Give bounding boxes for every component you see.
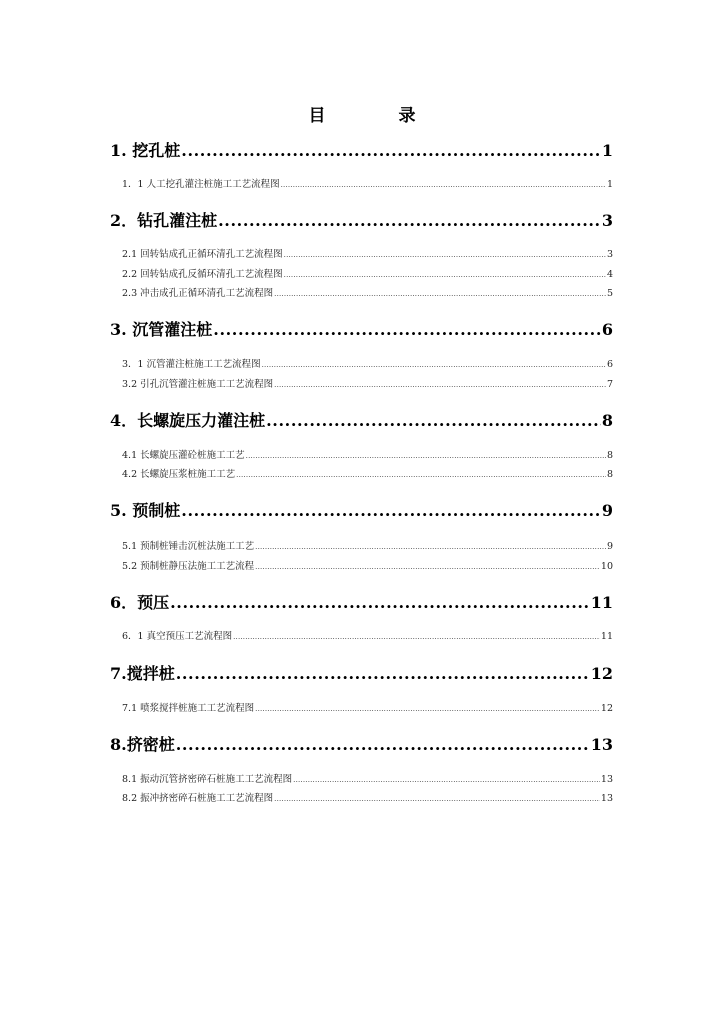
dot-leader (246, 452, 606, 460)
toc-entry-page: 9 (601, 501, 613, 520)
toc-entry-label: 2．钻孔灌注桩 (110, 211, 218, 230)
dot-leader (262, 361, 606, 369)
toc-entry-page: 12 (600, 703, 613, 714)
toc-entry-page: 13 (600, 774, 613, 785)
dot-leader (176, 735, 590, 754)
toc-entry-level2[interactable] (122, 628, 613, 642)
dot-leader (213, 320, 601, 339)
toc-entry-level2[interactable] (122, 356, 613, 370)
toc-entry-page: 3 (606, 249, 613, 260)
toc-entry-page: 1 (606, 179, 613, 190)
toc-entry-level1[interactable] (110, 138, 613, 161)
toc-entry-page: 3 (601, 211, 613, 230)
toc-entry-label: 3.2 引孔沉管灌注桩施工工艺流程图 (122, 379, 274, 390)
toc-entry-label: 7.搅拌桩 (110, 664, 175, 683)
dot-leader (284, 271, 606, 279)
toc-entry-label: 1．1 人工挖孔灌注桩施工工艺流程图 (122, 179, 280, 190)
dot-leader (281, 181, 606, 189)
toc-entry-page: 8 (606, 469, 613, 480)
toc-entry-level2[interactable] (122, 700, 613, 714)
dot-leader (274, 795, 600, 803)
toc-entry-level1[interactable] (110, 408, 613, 431)
toc-entry-label: 8.2 振冲挤密碎石桩施工工艺流程图 (122, 793, 274, 804)
toc-entry-page: 8 (606, 450, 613, 461)
toc-entry-label: 5.1 预制桩锤击沉桩法施工工艺 (122, 541, 255, 552)
toc-entry-level2[interactable] (122, 790, 613, 804)
toc-entry-level2[interactable] (122, 466, 613, 480)
toc-entry-level1[interactable] (110, 498, 613, 521)
dot-leader (218, 211, 601, 230)
dot-leader (181, 501, 601, 520)
toc-entry-label: 3. 沉管灌注桩 (110, 320, 213, 339)
toc-entry-level2[interactable] (122, 376, 613, 390)
toc-entry-label: 5.2 预制桩静压法施工工艺流程 (122, 561, 255, 572)
dot-leader (274, 290, 606, 298)
dot-leader (255, 705, 600, 713)
toc-entry-page: 8 (601, 411, 613, 430)
toc-entry-page: 13 (600, 793, 613, 804)
toc-entry-label: 4.1 长螺旋压灌砼桩施工工艺 (122, 450, 245, 461)
toc-entry-label: 4.2 长螺旋压浆桩施工工艺 (122, 469, 236, 480)
toc-entry-label: 3．1 沉管灌注桩施工工艺流程图 (122, 359, 261, 370)
toc-entry-label: 1. 挖孔桩 (110, 141, 181, 160)
dot-leader (170, 593, 590, 612)
toc-entry-level2[interactable] (122, 246, 613, 260)
dot-leader (284, 251, 606, 259)
toc-entry-level1[interactable] (110, 732, 613, 755)
toc-entry-label: 5. 预制桩 (110, 501, 181, 520)
toc-entry-page: 6 (601, 320, 613, 339)
toc-entry-level2[interactable] (122, 538, 613, 552)
toc-entry-level1[interactable] (110, 208, 613, 231)
dot-leader (181, 141, 601, 160)
toc-entry-page: 11 (590, 593, 613, 612)
toc-entry-page: 7 (606, 379, 613, 390)
toc-entry-label: 2.2 回转钻成孔反循环清孔工艺流程图 (122, 269, 283, 280)
dot-leader (266, 411, 601, 430)
toc-entry-label: 2.1 回转钻成孔正循环清孔工艺流程图 (122, 249, 283, 260)
toc-entry-label: 8.1 振动沉管挤密碎石桩施工工艺流程图 (122, 774, 293, 785)
toc-entry-level2[interactable] (122, 266, 613, 280)
toc-entry-page: 5 (606, 288, 613, 299)
dot-leader (255, 543, 606, 551)
toc-entry-label: 8.挤密桩 (110, 735, 175, 754)
dot-leader (176, 664, 590, 683)
toc-entry-page: 1 (601, 141, 613, 160)
dot-leader (236, 471, 606, 479)
toc-entry-level2[interactable] (122, 447, 613, 461)
toc-entry-label: 4．长螺旋压力灌注桩 (110, 411, 266, 430)
toc-entry-label: 7.1 喷浆搅拌桩施工工艺流程图 (122, 703, 255, 714)
dot-leader (293, 776, 600, 784)
toc-entry-page: 11 (600, 631, 613, 642)
toc-entry-label: 6．预压 (110, 593, 170, 612)
dot-leader (255, 563, 600, 571)
toc-entry-level1[interactable] (110, 661, 613, 684)
toc-entry-level1[interactable] (110, 590, 613, 613)
dot-leader (233, 633, 600, 641)
toc-title: 目 录 (308, 106, 444, 126)
toc-entry-page: 9 (606, 541, 613, 552)
toc-entry-page: 12 (590, 664, 613, 683)
toc-entry-label: 6．1 真空预压工艺流程图 (122, 631, 233, 642)
toc-entry-page: 10 (600, 561, 613, 572)
toc-entry-page: 4 (606, 269, 613, 280)
toc-entry-page: 13 (590, 735, 613, 754)
toc-entry-page: 6 (606, 359, 613, 370)
toc-entry-level2[interactable] (122, 176, 613, 190)
toc-entry-level2[interactable] (122, 771, 613, 785)
toc-entry-level2[interactable] (122, 558, 613, 572)
toc-entry-level2[interactable] (122, 285, 613, 299)
toc-entry-level1[interactable] (110, 317, 613, 340)
toc-entry-label: 2.3 冲击成孔正循环清孔工艺流程图 (122, 288, 274, 299)
dot-leader (274, 381, 606, 389)
